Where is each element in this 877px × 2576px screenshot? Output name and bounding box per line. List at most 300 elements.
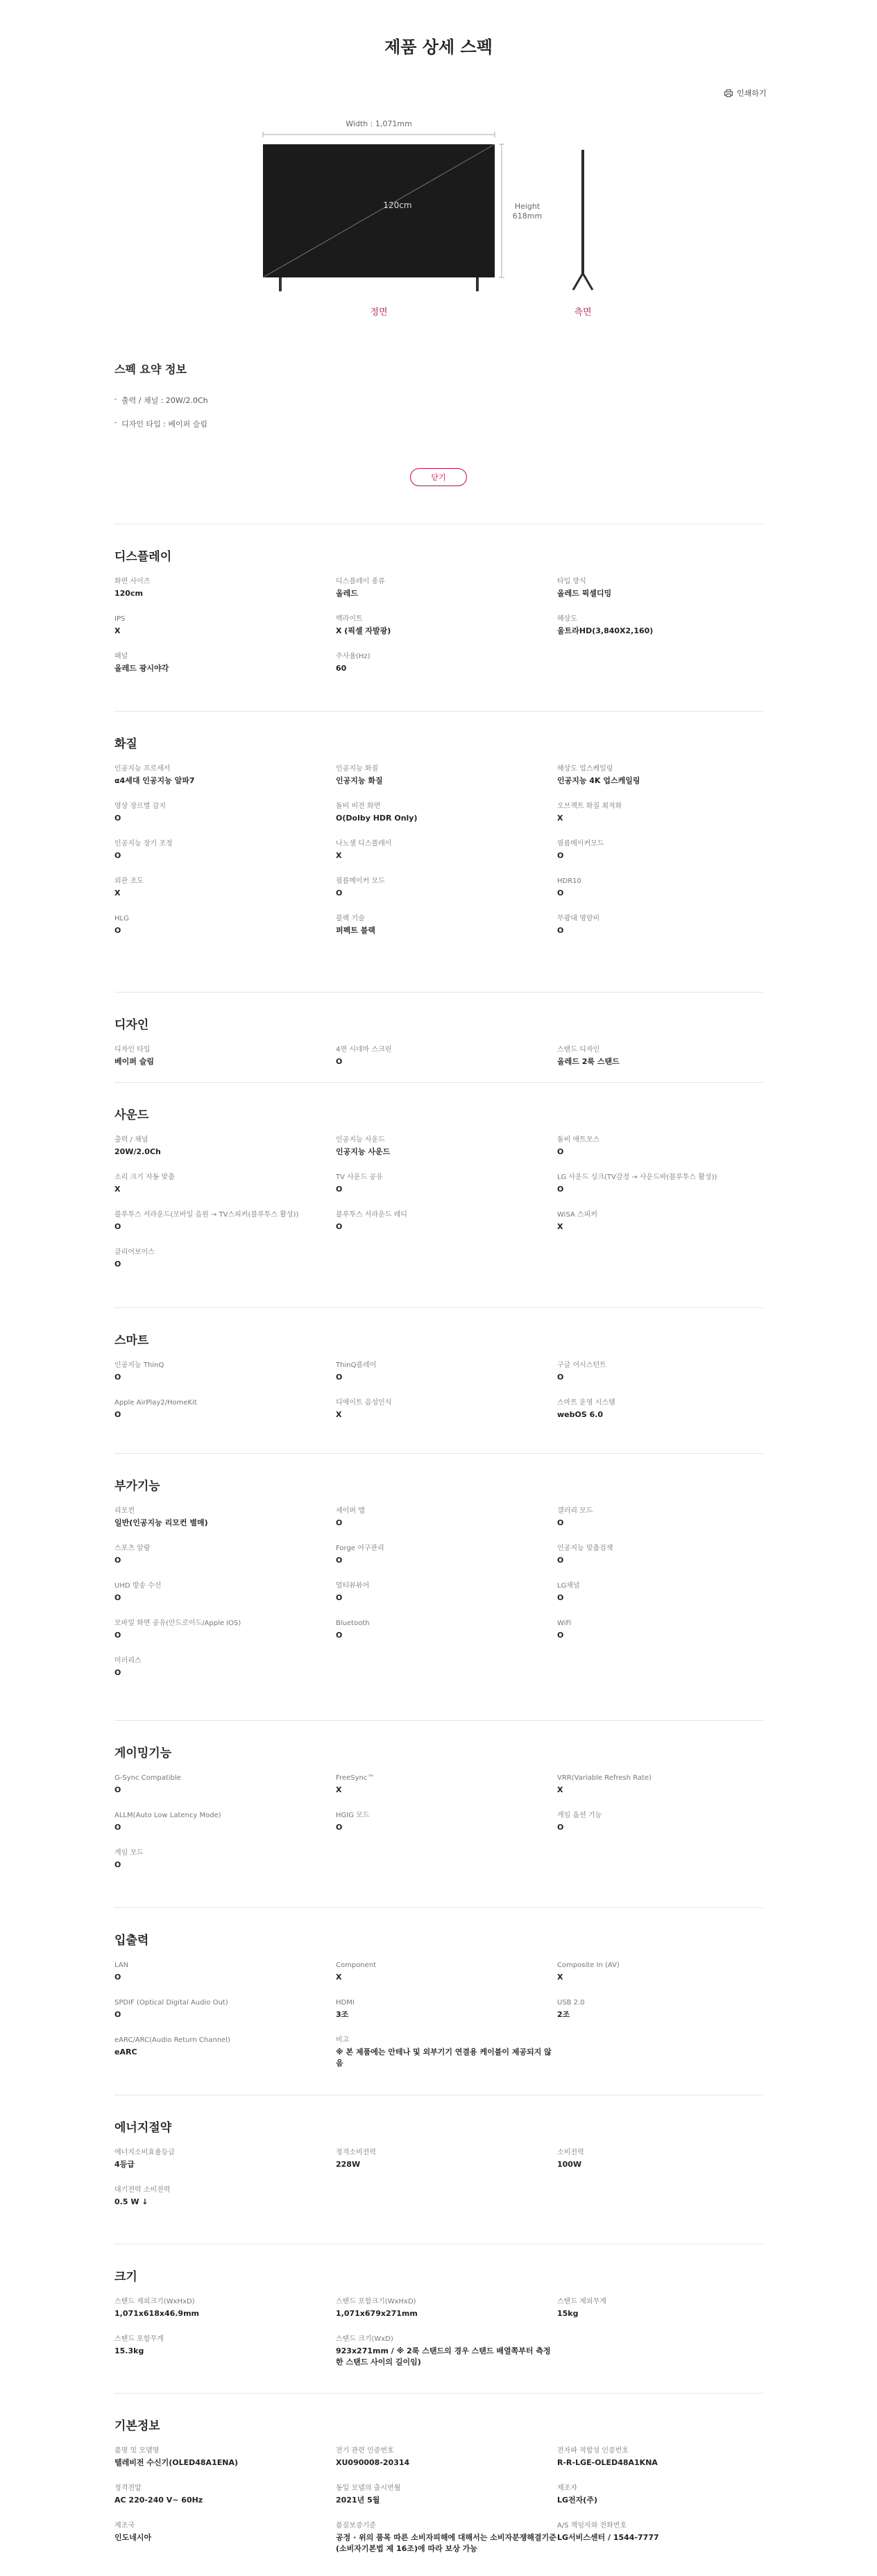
section-title: 부가기능 xyxy=(114,1479,160,1493)
size-label: 120cm xyxy=(383,200,412,210)
spec-item xyxy=(557,1506,763,1529)
spec-value: X xyxy=(114,626,121,635)
spec-item xyxy=(114,1506,336,1529)
spec-item xyxy=(557,914,763,936)
spec-label: 인공지능 사운드 xyxy=(336,1136,385,1144)
spec-label: 구글 어시스턴트 xyxy=(557,1362,606,1369)
spec-label: 전자파 적합성 인증번호 xyxy=(557,2447,629,2455)
spec-item xyxy=(557,1210,763,1233)
spec-item xyxy=(336,1210,557,1233)
spec-label: ThinQ플레이 xyxy=(336,1362,377,1369)
spec-value: O xyxy=(114,1631,121,1640)
spec-value: ※ 본 제품에는 안테나 및 외부기기 연결용 케이블이 제공되지 않음 xyxy=(336,2047,552,2068)
spec-value: O xyxy=(114,1668,121,1677)
spec-item xyxy=(557,2484,763,2506)
spec-value: O xyxy=(336,1373,343,1382)
spec-label: 전기 관련 인증번호 xyxy=(336,2447,394,2455)
tv-side-stand xyxy=(573,273,593,290)
spec-value: O xyxy=(114,1823,121,1832)
spec-value: 올레드 2룩 스탠드 xyxy=(557,1057,620,1066)
spec-label: 인공지능 화질 xyxy=(336,765,379,773)
spec-item xyxy=(336,877,557,899)
spec-value: O xyxy=(114,2010,121,2019)
summary-item: 출력 / 채널 : 20W/2.0Ch xyxy=(114,395,763,406)
spec-item xyxy=(336,839,557,861)
spec-summary xyxy=(114,361,763,442)
spec-value: 인도네시아 xyxy=(114,2533,152,2542)
spec-item xyxy=(557,2148,763,2170)
spec-section xyxy=(114,2393,763,2576)
spec-item xyxy=(114,1774,336,1796)
spec-label: FreeSync™ xyxy=(336,1774,375,1782)
spec-value: X xyxy=(114,1185,121,1194)
spec-label: 4면 시네마 스크린 xyxy=(336,1046,392,1054)
spec-label: 갤러리 모드 xyxy=(557,1507,593,1515)
spec-label: 스마트 운영 시스템 xyxy=(557,1399,615,1407)
spec-label: 정격소비전력 xyxy=(336,2149,376,2156)
spec-value: 인공지능 화질 xyxy=(336,776,383,785)
spec-label: 모바일 화면 공유(안드로이드/Apple IOS) xyxy=(114,1620,241,1627)
spec-item xyxy=(114,914,336,936)
spec-value: 베이퍼 슬림 xyxy=(114,1057,154,1066)
spec-label: 필름메이커 모드 xyxy=(336,877,385,885)
spec-value: X xyxy=(336,851,342,860)
spec-item xyxy=(114,652,336,674)
spec-item xyxy=(114,1045,336,1067)
spec-item xyxy=(557,1173,763,1195)
spec-value: LG전자(주) xyxy=(557,2496,597,2505)
spec-item xyxy=(114,1135,336,1158)
spec-item xyxy=(114,1173,336,1195)
tv-leg-left xyxy=(279,277,282,291)
spec-label: LG 사운드 싱크(TV감정 → 사운드바(블루투스 활성)) xyxy=(557,1174,717,1181)
spec-value: O xyxy=(114,1373,121,1382)
spec-label: 스탠드 크기(WxD) xyxy=(336,2335,393,2343)
spec-label: 제조자 xyxy=(557,2484,577,2492)
spec-value: eARC xyxy=(114,2047,137,2056)
spec-item xyxy=(336,615,557,637)
spec-label: IPS xyxy=(114,615,126,623)
spec-value: 228W xyxy=(336,2160,361,2169)
spec-label: 해상도 xyxy=(557,615,577,623)
spec-value: 올레드 xyxy=(336,589,358,598)
spec-section xyxy=(114,1453,763,1721)
spec-label: 동일 모델의 출시연월 xyxy=(336,2484,401,2492)
spec-value: 1,071x679x271mm xyxy=(336,2309,418,2318)
spec-value: O xyxy=(336,1556,343,1565)
height-label-2: 618mm xyxy=(512,212,543,221)
spec-value: O xyxy=(114,1860,121,1869)
spec-item xyxy=(336,1361,557,1383)
spec-item xyxy=(557,1045,763,1067)
spec-section xyxy=(114,1720,763,1908)
spec-item xyxy=(557,1581,763,1604)
spec-label: 대기전력 소비전력 xyxy=(114,2186,171,2194)
spec-item xyxy=(114,1619,336,1641)
spec-value: X (픽셀 자발광) xyxy=(336,626,391,635)
spec-label: 인공지능 프로세서 xyxy=(114,765,171,773)
spec-item xyxy=(557,1398,763,1420)
spec-item xyxy=(114,1361,336,1383)
spec-section xyxy=(114,2244,763,2394)
spec-item xyxy=(336,1581,557,1604)
spec-grid xyxy=(114,1774,763,1871)
spec-item xyxy=(114,2148,336,2170)
spec-label: 영상 장르별 감지 xyxy=(114,802,166,810)
spec-label: 블루투스 서라운드(모바일 음원 → TV스피커(블루투스 활성)) xyxy=(114,1211,299,1219)
spec-item xyxy=(114,1398,336,1420)
section-title: 스마트 xyxy=(114,1334,149,1348)
spec-item xyxy=(557,764,763,787)
spec-grid xyxy=(114,2148,763,2208)
section-title: 디자인 xyxy=(114,1018,149,1032)
spec-label: 멀티뷰뷰어 xyxy=(336,1582,370,1590)
spec-item xyxy=(557,577,763,599)
spec-grid xyxy=(114,2297,763,2368)
section-title: 사운드 xyxy=(114,1108,149,1122)
spec-item xyxy=(114,2484,336,2506)
spec-label: 외관 조도 xyxy=(114,877,144,885)
spec-label: 인공지능 장기 조정 xyxy=(114,840,173,848)
spec-item xyxy=(557,1811,763,1833)
spec-value: R-R-LGE-OLED48A1KNA xyxy=(557,2458,658,2467)
spec-label: 백라이트 xyxy=(336,615,363,623)
tv-leg-right xyxy=(476,277,479,291)
spec-item xyxy=(114,2446,336,2468)
spec-item xyxy=(336,802,557,824)
spec-item xyxy=(114,839,336,861)
spec-value: O xyxy=(557,851,564,860)
spec-value: O xyxy=(336,1518,343,1527)
spec-section xyxy=(114,524,763,712)
spec-value: O xyxy=(114,814,121,823)
spec-item xyxy=(336,2148,557,2170)
spec-label: 디에이트 음성인식 xyxy=(336,1399,392,1407)
spec-value: 2021년 5월 xyxy=(336,2496,380,2505)
spec-item xyxy=(336,1045,557,1067)
spec-item xyxy=(114,1998,336,2020)
summary-item: 디자인 타입 : 베이퍼 슬림 xyxy=(114,418,763,429)
spec-label: WiFi xyxy=(557,1620,572,1627)
spec-value: 인공지능 4K 업스케일링 xyxy=(557,776,640,785)
spec-label: 게임 모드 xyxy=(114,1849,144,1857)
spec-section xyxy=(114,1082,763,1308)
spec-label: SPDIF (Optical Digital Audio Out) xyxy=(114,1999,228,2007)
spec-item xyxy=(336,1506,557,1529)
spec-value: O xyxy=(557,1823,564,1832)
print-button[interactable] xyxy=(724,87,767,98)
spec-value: X xyxy=(336,1785,342,1794)
spec-item xyxy=(557,2446,763,2468)
spec-label: VRR(Variable Refresh Rate) xyxy=(557,1774,652,1782)
spec-item xyxy=(114,802,336,824)
spec-value: O xyxy=(557,1518,564,1527)
spec-value: 4등급 xyxy=(114,2160,135,2169)
spec-item xyxy=(336,577,557,599)
spec-label: 스탠드 제외크기(WxHxD) xyxy=(114,2298,195,2305)
spec-label: 스탠드 포함크기(WxHxD) xyxy=(336,2298,416,2305)
spec-item xyxy=(114,1544,336,1566)
height-label-1: Height xyxy=(514,202,540,211)
spec-label: 스포츠 알람 xyxy=(114,1545,151,1552)
spec-label: 화면 사이즈 xyxy=(114,578,151,585)
spec-label: 돌비 애트모스 xyxy=(557,1136,600,1144)
section-title: 입출력 xyxy=(114,1934,149,1948)
spec-value: 100W xyxy=(557,2160,582,2169)
spec-value: O xyxy=(114,1410,121,1419)
section-title: 디스플레이 xyxy=(114,550,172,564)
spec-value: O xyxy=(114,1973,121,1982)
spec-value: 공정 · 위의 품목 따른 소비자피해에 대해서는 소비자분쟁해결기준(소비자기본법 제 16조)에 따라 보상 가능 xyxy=(336,2533,556,2553)
spec-item xyxy=(557,1961,763,1983)
spec-label: 비고 xyxy=(336,2036,350,2044)
close-button[interactable]: 닫기 xyxy=(410,468,467,486)
spec-grid xyxy=(114,577,763,674)
spec-value: 퍼펙트 블랙 xyxy=(336,926,375,935)
section-title: 화질 xyxy=(114,737,137,751)
spec-value: AC 220-240 V~ 60Hz xyxy=(114,2496,203,2505)
spec-item xyxy=(557,1135,763,1158)
spec-item xyxy=(114,1210,336,1233)
spec-item xyxy=(557,2521,763,2554)
tv-side-panel xyxy=(581,150,584,273)
spec-grid xyxy=(114,1045,763,1067)
spec-value: 3조 xyxy=(336,2010,349,2019)
spec-grid xyxy=(114,764,763,936)
spec-label: 제조국 xyxy=(114,2522,135,2530)
spec-section xyxy=(114,1307,763,1454)
spec-item xyxy=(336,764,557,787)
spec-value: O xyxy=(114,926,121,935)
spec-label: WiSA 스피커 xyxy=(557,1211,597,1219)
spec-label: HDMI xyxy=(336,1999,355,2007)
spec-section xyxy=(114,711,763,993)
spec-value: O xyxy=(336,1057,343,1066)
spec-item xyxy=(557,1361,763,1383)
spec-label: 스탠드 디자인 xyxy=(557,1046,600,1054)
spec-item xyxy=(114,1848,336,1871)
spec-value: O xyxy=(557,1593,564,1602)
spec-value: O xyxy=(336,1185,343,1194)
spec-item xyxy=(557,1619,763,1641)
spec-label: Apple AirPlay2/HomeKit xyxy=(114,1399,197,1407)
spec-item xyxy=(557,877,763,899)
spec-item xyxy=(336,1173,557,1195)
spec-value: 인공지능 사운드 xyxy=(336,1147,391,1156)
spec-item xyxy=(114,1961,336,1983)
spec-value: X xyxy=(557,1222,563,1231)
printer-icon xyxy=(724,89,733,97)
spec-label: 출력 / 채널 xyxy=(114,1136,148,1144)
spec-item xyxy=(114,615,336,637)
spec-label: TV 사운드 공유 xyxy=(336,1174,383,1181)
spec-item xyxy=(557,1998,763,2020)
spec-value: O xyxy=(557,888,564,898)
spec-label: 블랙 기술 xyxy=(336,915,365,922)
spec-value: O xyxy=(114,1222,121,1231)
spec-item xyxy=(114,1656,336,1678)
spec-label: LG채널 xyxy=(557,1582,580,1590)
spec-label: 해상도 업스케일링 xyxy=(557,765,613,773)
spec-value: 울트라HD(3,840X2,160) xyxy=(557,626,654,635)
spec-value: 일반(인공지능 리모컨 별매) xyxy=(114,1518,208,1527)
print-label: 인쇄하기 xyxy=(737,89,767,98)
spec-grid xyxy=(114,1135,763,1270)
spec-label: HLG xyxy=(114,915,129,922)
spec-value: 올레드 광시야각 xyxy=(114,664,169,673)
spec-value: X xyxy=(557,1973,563,1982)
spec-value: 20W/2.0Ch xyxy=(114,1147,161,1156)
spec-label: 패널 xyxy=(114,653,128,660)
spec-label: 클리어보이스 xyxy=(114,1248,155,1256)
spec-label: 게임 옵션 기능 xyxy=(557,1812,602,1819)
spec-label: ALLM(Auto Low Latency Mode) xyxy=(114,1812,221,1819)
spec-item xyxy=(336,2335,557,2368)
spec-value: XU090008-20314 xyxy=(336,2458,410,2467)
spec-label: 소비전력 xyxy=(557,2149,584,2156)
spec-label: 스탠드 제외무게 xyxy=(557,2298,606,2305)
spec-value: O xyxy=(557,1373,564,1382)
spec-label: 에너지소비효율등급 xyxy=(114,2149,175,2156)
spec-item xyxy=(336,2446,557,2468)
spec-label: 인공지능 ThinQ xyxy=(114,1362,164,1369)
spec-label: 품명 및 모델명 xyxy=(114,2447,160,2455)
spec-item xyxy=(336,1544,557,1566)
spec-value: O xyxy=(336,1631,343,1640)
spec-item xyxy=(114,1581,336,1604)
spec-value: O xyxy=(557,926,564,935)
spec-value: LG서비스센터 / 1544-7777 xyxy=(557,2533,659,2542)
spec-item xyxy=(336,1774,557,1796)
summary-title: 스펙 요약 정보 xyxy=(114,363,187,376)
spec-label: 인공지능 맞춤검색 xyxy=(557,1545,613,1552)
section-title: 기본정보 xyxy=(114,2419,160,2433)
spec-item xyxy=(557,2297,763,2319)
spec-item xyxy=(114,2186,336,2208)
spec-value: O xyxy=(114,1556,121,1565)
spec-label: A/S 책임자와 전화번호 xyxy=(557,2522,627,2530)
spec-item xyxy=(114,2297,336,2319)
spec-value: O xyxy=(557,1556,564,1565)
spec-grid xyxy=(114,2446,763,2554)
spec-label: 품질보증기준 xyxy=(336,2522,376,2530)
spec-item xyxy=(114,2036,336,2069)
section-title: 에너지절약 xyxy=(114,2121,172,2135)
spec-item xyxy=(336,1998,557,2020)
spec-value: webOS 6.0 xyxy=(557,1410,604,1419)
spec-label: 디자인 타입 xyxy=(114,1046,151,1054)
spec-value: O xyxy=(114,1260,121,1269)
spec-item xyxy=(557,839,763,861)
spec-item xyxy=(557,1544,763,1566)
spec-grid xyxy=(114,1361,763,1420)
spec-label: 리모컨 xyxy=(114,1507,135,1515)
spec-value: X xyxy=(336,1410,342,1419)
spec-item xyxy=(336,914,557,936)
page-title: 제품 상세 스펙 xyxy=(384,37,493,57)
spec-value: X xyxy=(557,814,563,823)
spec-label: 타입 방식 xyxy=(557,578,586,585)
spec-label: G-Sync Compatible xyxy=(114,1774,181,1782)
spec-item xyxy=(336,1811,557,1833)
section-title: 크기 xyxy=(114,2270,137,2284)
spec-value: 120cm xyxy=(114,589,143,598)
spec-item xyxy=(336,1961,557,1983)
spec-label: 정격전압 xyxy=(114,2484,142,2492)
spec-label: LAN xyxy=(114,1961,129,1969)
spec-item xyxy=(114,2521,336,2554)
spec-item xyxy=(557,1774,763,1796)
spec-grid xyxy=(114,1961,763,2069)
spec-label: 무광대 명암비 xyxy=(557,915,600,922)
section-title: 게이밍기능 xyxy=(114,1746,172,1760)
spec-item xyxy=(114,877,336,899)
spec-value: O xyxy=(557,1631,564,1640)
spec-item xyxy=(336,1619,557,1641)
spec-label: Bluetooth xyxy=(336,1620,370,1627)
spec-value: 1,071x618x46.9mm xyxy=(114,2309,200,2318)
spec-label: 스탠드 포함무게 xyxy=(114,2335,164,2343)
spec-value: O(Dolby HDR Only) xyxy=(336,814,418,823)
spec-label: 디스플레이 종류 xyxy=(336,578,385,585)
spec-item xyxy=(336,2297,557,2319)
spec-value: X xyxy=(114,888,121,898)
spec-item xyxy=(114,577,336,599)
spec-item xyxy=(114,764,336,787)
spec-label: 세이퍼 맵 xyxy=(336,1507,365,1515)
spec-section xyxy=(114,992,763,1083)
product-dimension-diagram xyxy=(0,111,877,326)
spec-section xyxy=(114,2095,763,2244)
spec-item xyxy=(336,1135,557,1158)
spec-item xyxy=(114,2335,336,2368)
spec-label: 미러리스 xyxy=(114,1657,142,1665)
spec-value: O xyxy=(336,1593,343,1602)
width-label: Width : 1,071mm xyxy=(346,119,412,128)
spec-value: 텔레비전 수신기(OLED48A1ENA) xyxy=(114,2458,238,2467)
spec-label: Component xyxy=(336,1961,377,1969)
spec-value: O xyxy=(336,1823,343,1832)
spec-label: HDR10 xyxy=(557,877,581,885)
front-view-label: 정면 xyxy=(370,307,388,318)
side-view-label: 측면 xyxy=(574,307,592,318)
spec-item xyxy=(114,1248,336,1270)
spec-item xyxy=(336,1398,557,1420)
spec-item xyxy=(336,2521,557,2554)
spec-item xyxy=(557,802,763,824)
spec-label: 필름메이커모드 xyxy=(557,840,604,848)
spec-value: X xyxy=(336,1973,342,1982)
spec-item xyxy=(557,615,763,637)
spec-item xyxy=(336,2484,557,2506)
spec-item xyxy=(336,2036,557,2069)
spec-label: 블루투스 서라운드 레디 xyxy=(336,1211,407,1219)
spec-grid xyxy=(114,1506,763,1678)
spec-value: 923x271mm / ※ 2룩 스탠드의 경우 스탠드 배열쪽부터 측정한 스탠드 사이의 길이임) xyxy=(336,2346,551,2367)
spec-label: UHD 방송 수신 xyxy=(114,1582,162,1590)
spec-value: 15kg xyxy=(557,2309,579,2318)
spec-label: eARC/ARC(Audio Return Channel) xyxy=(114,2036,230,2044)
spec-item xyxy=(114,1811,336,1833)
spec-value: O xyxy=(114,851,121,860)
spec-value: 60 xyxy=(336,664,347,673)
spec-item xyxy=(336,652,557,674)
spec-value: O xyxy=(336,888,343,898)
spec-value: X xyxy=(557,1785,563,1794)
spec-label: HGIG 모드 xyxy=(336,1812,370,1819)
spec-value: O xyxy=(557,1147,564,1156)
spec-label: Composite In (AV) xyxy=(557,1961,620,1969)
